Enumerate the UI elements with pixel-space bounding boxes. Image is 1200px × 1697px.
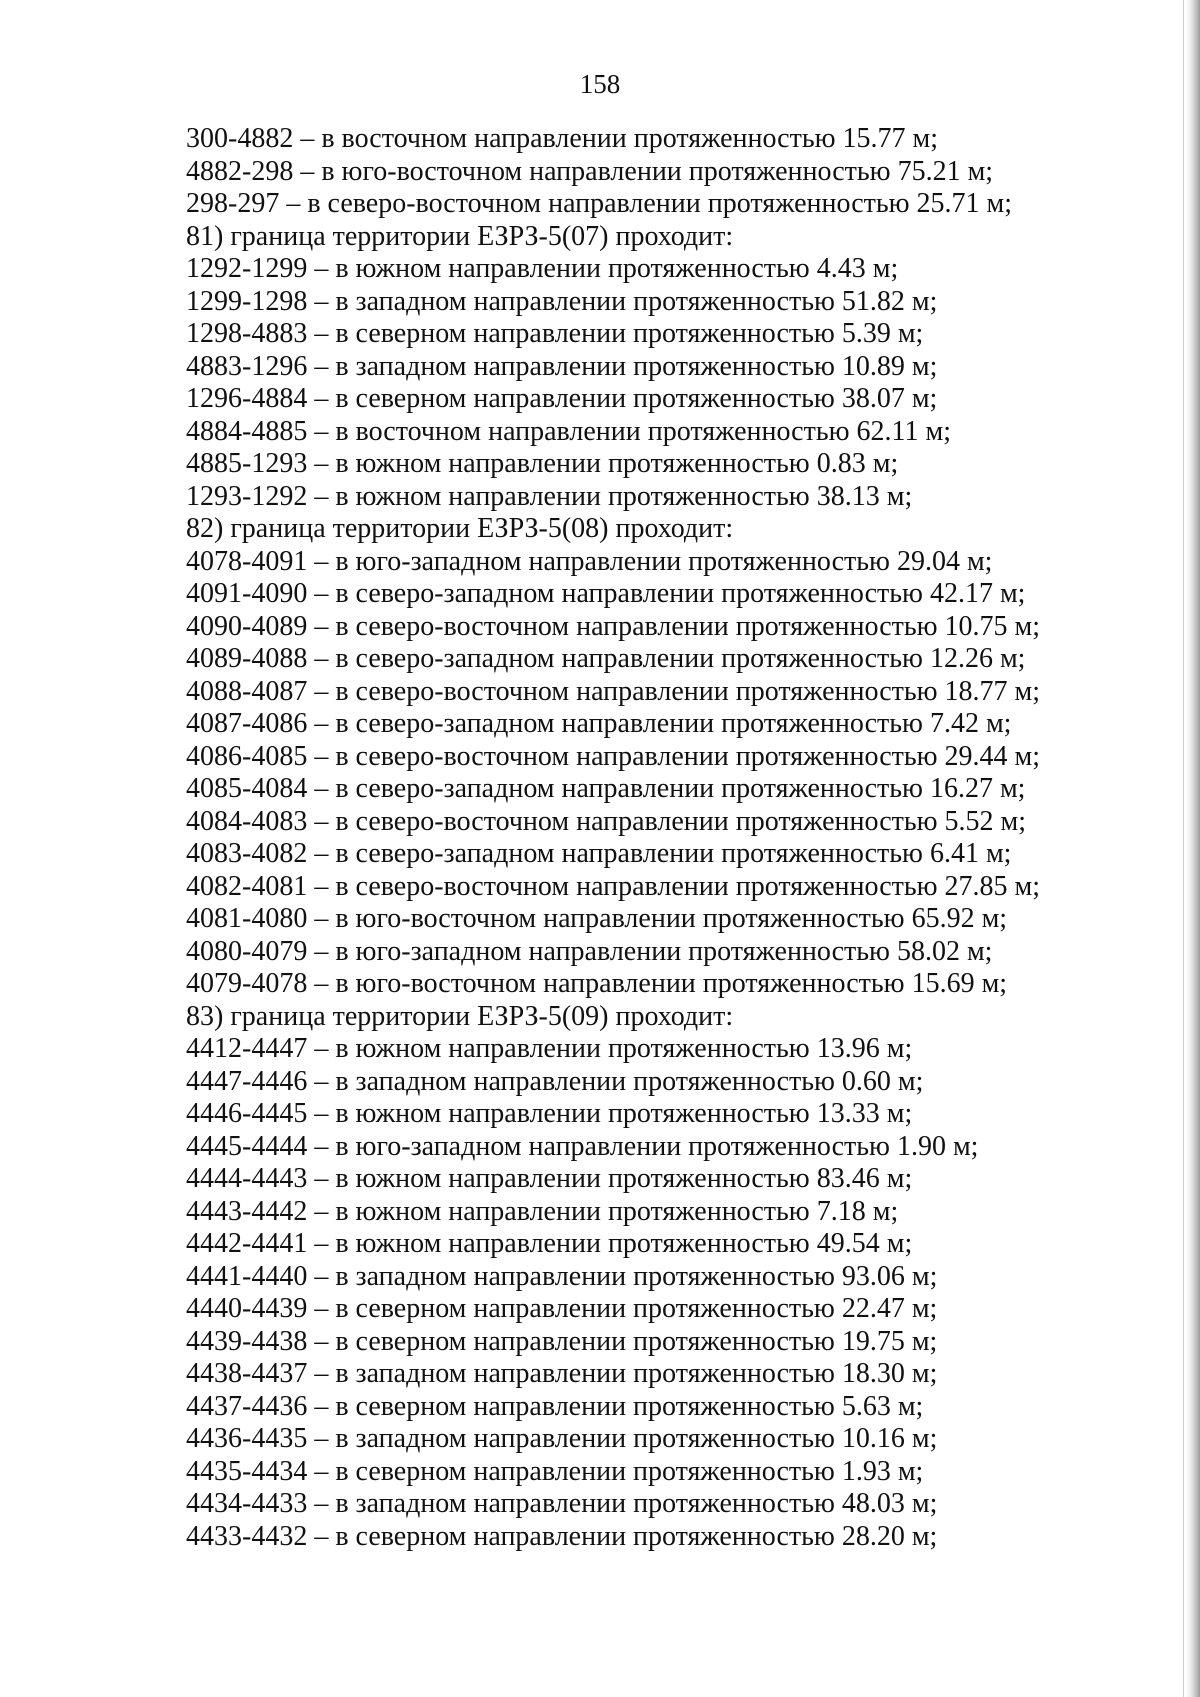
text-line: 4445-4444 – в юго-западном направлении протяженностью 1.90 м;	[186, 1130, 979, 1162]
text-line: 4885-1293 – в южном направлении протяженностью 0.83 м;	[186, 448, 899, 479]
text-line: 4884-4885 – в восточном направлении протяженностью 62.11 м;	[186, 415, 951, 447]
text-line: 4442-4441 – в южном направлении протяженностью 49.54 м;	[186, 1228, 913, 1259]
text-line: 4435-4434 – в северном направлении протяженностью 1.93 м;	[186, 1455, 924, 1487]
section-heading: 83) граница территории ЕЗРЗ-5(09) проходит:	[186, 1000, 734, 1032]
text-line: 4882-298 – в юго-восточном направлении протяженностью 75.21 м;	[186, 155, 994, 187]
text-line: 4089-4088 – в северо-западном направлении протяженностью 12.26 м;	[186, 643, 1026, 674]
text-line: 4883-1296 – в западном направлении протяженностью 10.89 м;	[186, 350, 938, 382]
text-line: 298-297 – в северо-восточном направлении протяженностью 25.71 м;	[186, 188, 1013, 219]
text-line: 4082-4081 – в северо-восточном направлении протяженностью 27.85 м;	[186, 870, 1041, 902]
text-line: 4438-4437 – в западном направлении протяженностью 18.30 м;	[186, 1358, 938, 1389]
text-line: 4083-4082 – в северо-западном направлении протяженностью 6.41 м;	[186, 838, 1012, 869]
text-line: 4439-4438 – в северном направлении протяженностью 19.75 м;	[186, 1325, 938, 1357]
text-line: 1299-1298 – в западном направлении протяженностью 51.82 м;	[186, 285, 938, 317]
boundary-description-list	[186, 123, 1086, 1553]
text-line: 4087-4086 – в северо-западном направлении протяженностью 7.42 м;	[186, 708, 1012, 739]
text-line: 4436-4435 – в западном направлении протяженностью 10.16 м;	[186, 1423, 938, 1454]
text-line: 4446-4445 – в южном направлении протяженностью 13.33 м;	[186, 1098, 913, 1129]
text-line: 1292-1299 – в южном направлении протяженностью 4.43 м;	[186, 253, 899, 284]
text-line: 4085-4084 – в северо-западном направлении протяженностью 16.27 м;	[186, 773, 1026, 804]
section-heading: 82) граница территории ЕЗРЗ-5(08) проходит:	[186, 513, 734, 544]
text-line: 4081-4080 – в юго-восточном направлении протяженностью 65.92 м;	[186, 903, 1008, 934]
text-line: 4091-4090 – в северо-западном направлении протяженностью 42.17 м;	[186, 578, 1026, 609]
text-line: 300-4882 – в восточном направлении протяженностью 15.77 м;	[186, 123, 939, 154]
text-line: 4447-4446 – в западном направлении протяженностью 0.60 м;	[186, 1065, 924, 1097]
text-line: 1298-4883 – в северном направлении протяженностью 5.39 м;	[186, 318, 924, 349]
text-line: 4088-4087 – в северо-восточном направлении протяженностью 18.77 м;	[186, 675, 1041, 707]
text-line: 4444-4443 – в южном направлении протяженностью 83.46 м;	[186, 1163, 913, 1194]
text-line: 1293-1292 – в южном направлении протяженностью 38.13 м;	[186, 480, 913, 512]
scan-edge-line	[1183, 0, 1184, 1697]
text-line: 4079-4078 – в юго-восточном направлении протяженностью 15.69 м;	[186, 968, 1008, 999]
text-line: 4441-4440 – в западном направлении протяженностью 93.06 м;	[186, 1260, 938, 1292]
text-line: 4433-4432 – в северном направлении протяженностью 28.20 м;	[186, 1520, 938, 1552]
text-line: 4412-4447 – в южном направлении протяженностью 13.96 м;	[186, 1033, 913, 1064]
page-number: 158	[579, 69, 621, 99]
text-line: 4084-4083 – в северо-восточном направлении протяженностью 5.52 м;	[186, 805, 1027, 837]
text-line: 1296-4884 – в северном направлении протяженностью 38.07 м;	[186, 383, 938, 414]
scan-edge-shadow	[1186, 0, 1200, 1697]
text-line: 4078-4091 – в юго-западном направлении протяженностью 29.04 м;	[186, 545, 993, 577]
text-line: 4090-4089 – в северо-восточном направлении протяженностью 10.75 м;	[186, 610, 1041, 642]
text-line: 4434-4433 – в западном направлении протяженностью 48.03 м;	[186, 1488, 938, 1519]
text-line: 4443-4442 – в южном направлении протяженностью 7.18 м;	[186, 1195, 899, 1227]
section-heading: 81) граница территории ЕЗРЗ-5(07) проходит:	[186, 220, 734, 252]
text-line: 4080-4079 – в юго-западном направлении протяженностью 58.02 м;	[186, 935, 993, 967]
text-line: 4440-4439 – в северном направлении протяженностью 22.47 м;	[186, 1293, 938, 1324]
text-line: 4086-4085 – в северо-восточном направлении протяженностью 29.44 м;	[186, 740, 1041, 772]
text-line: 4437-4436 – в северном направлении протяженностью 5.63 м;	[186, 1390, 924, 1422]
